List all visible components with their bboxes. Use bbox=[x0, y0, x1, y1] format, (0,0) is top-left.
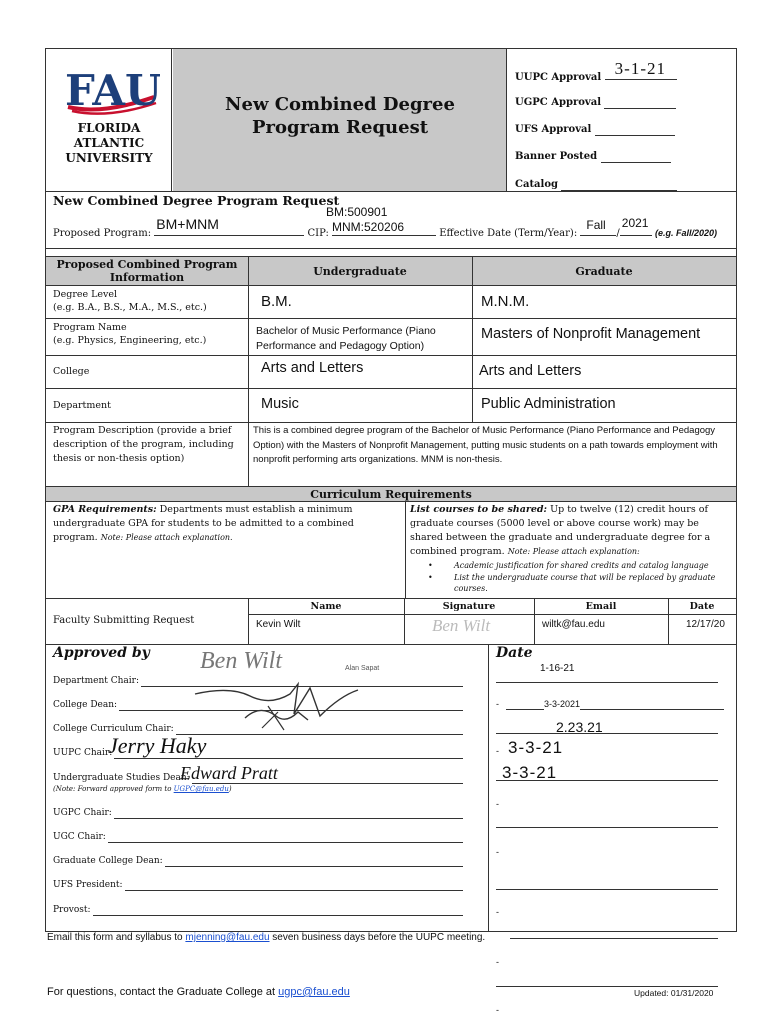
date-line[interactable] bbox=[496, 682, 718, 683]
approval-row-ugpc-chair bbox=[53, 808, 463, 819]
year-value: 2021 bbox=[621, 216, 649, 230]
divider bbox=[405, 502, 406, 598]
uupc-chair-signature: Jerry Haky bbox=[108, 733, 207, 758]
title-cell bbox=[173, 49, 507, 191]
uupc-approval bbox=[515, 59, 677, 83]
email-suffix: seven business days before the UUPC meeting. bbox=[272, 932, 486, 943]
faculty-header-name: Name bbox=[310, 601, 342, 612]
ugpc-approval-line[interactable] bbox=[604, 97, 676, 109]
divider bbox=[248, 256, 249, 486]
shared-note: Note: Please attach explanation: bbox=[507, 547, 640, 556]
catalog bbox=[515, 179, 677, 191]
forward-note bbox=[53, 785, 232, 793]
date-example: (e.g. Fall/2020) bbox=[654, 228, 717, 238]
degree-level-grad[interactable]: M.N.M. bbox=[481, 293, 530, 310]
degree-level-label: Degree Level (e.g. B.A., B.S., M.A., M.S., etc.) bbox=[53, 289, 207, 313]
uupc-approval-line[interactable] bbox=[605, 59, 677, 80]
approved-by-title: Approved by bbox=[53, 645, 150, 661]
approval-label: UUPC Chair: bbox=[53, 748, 113, 758]
approval-label: UGC Chair: bbox=[53, 832, 106, 842]
faculty-header-email: Email bbox=[585, 601, 617, 612]
shared-text: Up to twelve (12) credit hours of graduate courses (5000 level or above course work) may be shared between the graduate and undergraduate degree for a combined program. bbox=[410, 504, 711, 557]
cip-value-1: BM:500901 bbox=[326, 205, 388, 219]
gpa-requirements bbox=[53, 503, 401, 545]
shared-courses bbox=[410, 503, 730, 594]
faculty-header-date: Date bbox=[689, 601, 715, 612]
note-suffix: ) bbox=[228, 785, 232, 793]
date-line[interactable] bbox=[510, 938, 718, 939]
divider bbox=[46, 422, 736, 423]
updated-date: Updated: 01/31/2020 bbox=[634, 988, 714, 998]
info-header-graduate: Graduate bbox=[575, 265, 633, 278]
date-undergraduate-dean[interactable]: 3-3-21 bbox=[502, 763, 558, 782]
cip-label: CIP: bbox=[307, 228, 329, 239]
approval-label: UFS President: bbox=[53, 880, 123, 890]
dash: - bbox=[496, 746, 499, 756]
undergraduate-dean-signature: Edward Pratt bbox=[180, 763, 278, 783]
approval-label: Provost: bbox=[53, 905, 91, 915]
catalog-line[interactable] bbox=[561, 179, 677, 191]
approval-signature-line[interactable] bbox=[176, 724, 463, 735]
college-grad[interactable]: Arts and Letters bbox=[479, 363, 582, 379]
ufs-approval-line[interactable] bbox=[595, 124, 675, 136]
ugpc-approval-label: UGPC Approval bbox=[515, 97, 601, 108]
approval-signature-line[interactable] bbox=[165, 856, 463, 867]
dash: - bbox=[496, 847, 499, 857]
date-department-chair[interactable]: 1-16-21 bbox=[540, 663, 575, 674]
date-line[interactable] bbox=[496, 986, 718, 987]
list-item: • List the undergraduate course that will be replaced by graduate courses. bbox=[410, 572, 730, 594]
approval-label: Department Chair: bbox=[53, 676, 139, 686]
approval-signature-line[interactable] bbox=[108, 832, 463, 843]
date-uupc-chair[interactable]: 3-3-21 bbox=[508, 738, 564, 757]
ugpc-approval bbox=[515, 97, 676, 109]
ufs-approval bbox=[515, 124, 675, 136]
term-field[interactable] bbox=[580, 218, 616, 236]
approval-signature-line[interactable] bbox=[125, 880, 463, 891]
bullet-text: Academic justification for shared credits and catalog language bbox=[454, 561, 709, 570]
divider bbox=[46, 318, 736, 319]
email-prefix: Email this form and syllabus to bbox=[47, 932, 183, 943]
faculty-header-signature: Signature bbox=[442, 601, 496, 612]
dash: - bbox=[496, 907, 499, 917]
catalog-label: Catalog bbox=[515, 179, 558, 190]
note-email-link[interactable]: UGPC@fau.edu bbox=[173, 785, 229, 793]
program-section-title: New Combined Degree Program Request bbox=[53, 193, 340, 208]
faculty-label: Faculty Submitting Request bbox=[53, 615, 195, 626]
uupc-approval-value: 3-1-21 bbox=[614, 59, 666, 78]
approval-label: College Curriculum Chair: bbox=[53, 724, 174, 734]
date-title: Date bbox=[496, 645, 533, 661]
divider bbox=[488, 644, 489, 932]
divider bbox=[46, 355, 736, 356]
program-name-ug[interactable]: Bachelor of Music Performance (Piano Performance and Pedagogy Option) bbox=[256, 325, 436, 352]
faculty-date[interactable]: 12/17/20 bbox=[686, 619, 725, 630]
term-value: Fall bbox=[586, 218, 606, 232]
banner-posted-label: Banner Posted bbox=[515, 151, 598, 162]
info-header-label: Proposed Combined Program Information bbox=[56, 258, 238, 284]
degree-level-ug[interactable]: B.M. bbox=[261, 293, 292, 310]
program-line: Proposed Program: BM+MNM CIP: MNM:520206 Effective Date (Term/Year): Fall / 2021 (e.g. Fall/2020) bbox=[53, 216, 717, 239]
note-prefix: (Note: Forward approved form to bbox=[53, 785, 172, 793]
approval-row-graduate-dean bbox=[53, 856, 463, 867]
gpa-title: GPA Requirements: bbox=[53, 504, 157, 515]
divider bbox=[472, 256, 473, 422]
fau-logo-text: FAU bbox=[65, 67, 160, 115]
banner-posted bbox=[515, 151, 671, 163]
approval-label: UGPC Chair: bbox=[53, 808, 112, 818]
date-line[interactable] bbox=[496, 827, 718, 828]
department-chair-extra: Alan Sapat bbox=[345, 665, 380, 672]
approval-signature-line[interactable] bbox=[93, 905, 463, 916]
date-line[interactable] bbox=[496, 889, 718, 890]
approval-label: College Dean: bbox=[53, 700, 118, 710]
divider bbox=[46, 191, 736, 192]
college-ug[interactable]: Arts and Letters bbox=[261, 360, 364, 376]
list-item: • Academic justification for shared credits and catalog language bbox=[428, 561, 709, 570]
description-label: Program Description (provide a brief description of the program, including thesis or non-thesis option) bbox=[53, 425, 234, 464]
department-ug[interactable]: Music bbox=[261, 396, 299, 412]
program-name-label: Program Name (e.g. Physics, Engineering, etc.) bbox=[53, 322, 207, 346]
fau-logo bbox=[62, 67, 160, 115]
logo-cell bbox=[46, 49, 172, 191]
proposed-program-field[interactable] bbox=[154, 216, 304, 236]
university-line: UNIVERSITY bbox=[65, 151, 153, 165]
year-field[interactable] bbox=[620, 216, 652, 236]
date-line[interactable] bbox=[580, 699, 724, 710]
approval-row-provost bbox=[53, 905, 463, 916]
ufs-approval-label: UFS Approval bbox=[515, 124, 592, 135]
dash: - bbox=[496, 799, 499, 809]
approval-label: Graduate College Dean: bbox=[53, 856, 163, 866]
shared-bullets bbox=[410, 559, 730, 594]
questions-prefix: For questions, contact the Graduate College at bbox=[47, 986, 276, 998]
approval-row-ugc-chair bbox=[53, 832, 463, 843]
cip-field[interactable] bbox=[332, 220, 436, 236]
approval-label: Undergraduate Studies Dean: bbox=[53, 773, 190, 783]
divider bbox=[46, 248, 736, 249]
divider bbox=[248, 614, 736, 615]
approval-signature-line[interactable] bbox=[114, 808, 463, 819]
approval-row-ufs-president bbox=[53, 880, 463, 891]
proposed-program-label: Proposed Program: bbox=[53, 228, 152, 239]
uupc-approval-label: UUPC Approval bbox=[515, 72, 602, 83]
department-grad[interactable]: Public Administration bbox=[481, 396, 616, 412]
date-curriculum-chair[interactable]: 2.23.21 bbox=[556, 719, 603, 735]
university-line: ATLANTIC bbox=[73, 136, 145, 150]
faculty-email[interactable]: wiltk@fau.edu bbox=[542, 619, 605, 630]
date-college-dean[interactable]: 3-3-2021 bbox=[544, 699, 581, 709]
divider bbox=[46, 388, 736, 389]
date-line[interactable] bbox=[496, 733, 718, 734]
proposed-program-value: BM+MNM bbox=[156, 216, 219, 232]
bullet-text: List the undergraduate course that will be replaced by graduate courses. bbox=[454, 573, 716, 593]
dash: - bbox=[496, 957, 499, 967]
university-line: FLORIDA bbox=[77, 121, 141, 135]
faculty-name[interactable]: Kevin Wilt bbox=[256, 619, 301, 630]
dash: - bbox=[496, 1005, 499, 1015]
curriculum-title: Curriculum Requirements bbox=[310, 488, 472, 501]
questions-contact bbox=[47, 986, 350, 998]
divider bbox=[46, 598, 736, 599]
program-name-grad[interactable]: Masters of Nonprofit Management bbox=[481, 326, 701, 342]
date-line[interactable] bbox=[506, 699, 544, 710]
email-link[interactable]: mjenning@fau.edu bbox=[185, 932, 270, 943]
effective-date-label: Effective Date (Term/Year): bbox=[439, 228, 578, 239]
questions-link[interactable]: ugpc@fau.edu bbox=[278, 986, 350, 998]
info-header-undergraduate: Undergraduate bbox=[313, 265, 407, 278]
shared-title: List courses to be shared: bbox=[410, 504, 548, 515]
university-name bbox=[46, 121, 172, 166]
email-instructions bbox=[47, 932, 485, 943]
faculty-signature[interactable]: Ben Wilt bbox=[432, 616, 491, 635]
college-label: College bbox=[53, 366, 90, 377]
page-title: New Combined Degree Program Request bbox=[225, 94, 455, 138]
date-college-dean-row: - 3-3-2021 bbox=[496, 699, 724, 710]
description-value[interactable]: This is a combined degree program of the Bachelor of Music Performance (Piano Performance and Pedagogy Option) with the Masters of Nonprofit Management, putting music students on a path towards employment with nonprofit performing arts organizations. MNM is non-thesis. bbox=[253, 425, 718, 465]
gpa-text: Departments must establish a minimum undergraduate GPA for students to be admitted to a combined program. bbox=[53, 504, 354, 543]
gpa-note: Note: Please attach explanation. bbox=[100, 533, 233, 542]
banner-posted-line[interactable] bbox=[601, 151, 671, 163]
department-label: Department bbox=[53, 400, 111, 411]
cip-value-2: MNM:520206 bbox=[332, 220, 405, 234]
department-chair-signature: Ben Wilt bbox=[200, 648, 282, 674]
